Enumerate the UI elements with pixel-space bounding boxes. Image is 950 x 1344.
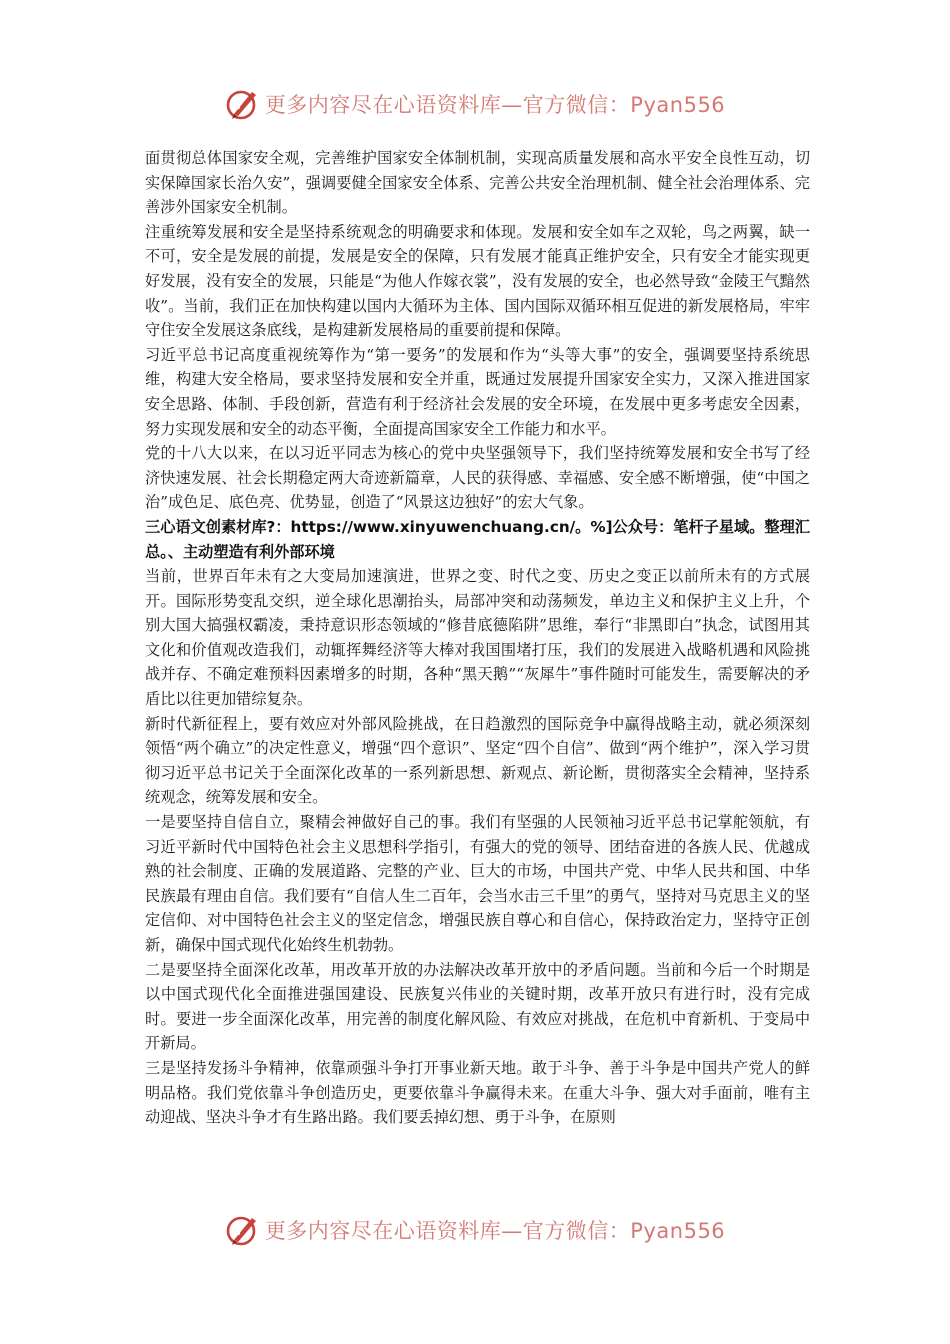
paragraph: 习近平总书记高度重视统筹作为“第一要务”的发展和作为“头等大事”的安全，强调要坚持系统思维，构建大安全格局，要求坚持发展和安全并重，既通过发展提升国家安全实力，又深入推进国家安全思路、体制、手段创新，营造有利于经济社会发展的安全环境，在发展中更多考虑安全因素，努力实现发展和安全的动态平衡，全面提高国家安全工作能力和水平。 [145,345,810,438]
paragraph: 注重统筹发展和安全是坚持系统观念的明确要求和体现。发展和安全如车之双轮，鸟之两翼，缺一不可，安全是发展的前提，发展是安全的保障，只有发展才能真正维护安全，只有安全才能实现更好发展，没有安全的发展，只能是“为他人作嫁衣裳”，没有发展的安全，也必然导致“金陵王气黯然收”。当前，我们正在加快构建以国内大循环为主体、国内国际双循环相互促进的新发展格局，牢牢守住安全发展这条底线，是构建新发展格局的重要前提和保障。 [145,222,810,340]
pen-logo-icon [225,86,261,122]
paragraph: 当前，世界百年未有之大变局加速演进，世界之变、时代之变、历史之变正以前所未有的方式展开。国际形势变乱交织，逆全球化思潮抬头，局部冲突和动荡频发，单边主义和保护主义上升，个别大国大搞强权霸凌，秉持意识形态领域的“修昔底德陷阱”思维，奉行“非黑即白”执念，试图用其文化和价值观改造我们，动辄挥舞经济等大棒对我国围堵打压，我们的发展进入战略机遇和风险挑战并存、不确定难预料因素增多的时期，各种“黑天鹅”“灰犀牛”事件随时可能发生，需要解决的矛盾比以往更加错综复杂。 [145,567,810,709]
paragraph: 党的十八大以来，在以习近平同志为核心的党中央坚强领导下，我们坚持统筹发展和安全书写了经济快速发展、社会长期稳定两大奇迹新篇章，人民的获得感、幸福感、安全感不断增强，使“中国之治”成色足、底色亮、优势显，创造了“风景这边独好”的宏大气象。 [145,444,810,512]
paragraph: 新时代新征程上，要有效应对外部风险挑战，在日趋激烈的国际竞争中赢得战略主动，就必须深刻领悟“两个确立”的决定性意义，增强“四个意识”、坚定“四个自信”、做到“两个维护”，深入学习贯彻习近平总书记关于全面深化改革的一系列新思想、新观点、新论断，贯彻落实全会精神，坚持系统观念，统筹发展和安全。 [145,714,810,807]
paragraph: 面贯彻总体国家安全观，完善维护国家安全体制机制，实现高质量发展和高水平安全良性互动，切实保障国家长治久安”，强调要健全国家安全体系、完善公共安全治理机制、健全社会治理体系、完善涉外国家安全机制。 [145,149,810,217]
header-banner-text: 更多内容尽在心语资料库—官方微信：Pyan556 [264,93,726,117]
footer-banner-text: 更多内容尽在心语资料库—官方微信：Pyan556 [264,1219,726,1243]
section-heading: 三心语文创素材库?：https://www.xinyuwenchuang.cn/。%]公众号：笔杆子星域。整理汇总。、主动塑造有利外部环境 [145,517,810,561]
footer-banner [0,1208,950,1252]
paragraph: 三是坚持发扬斗争精神，依靠顽强斗争打开事业新天地。敢于斗争、善于斗争是中国共产党人的鲜明品格。我们党依靠斗争创造历史，更要依靠斗争赢得未来。在重大斗争、强大对手面前，唯有主动迎战、坚决斗争才有生路出路。我们要丢掉幻想、勇于斗争，在原则 [145,1058,810,1127]
paragraph: 一是要坚持自信自立，聚精会神做好自己的事。我们有坚强的人民领袖习近平总书记掌舵领航，有习近平新时代中国特色社会主义思想科学指引，有强大的党的领导、团结奋进的各族人民、优越成熟的社会制度、正确的发展道路、完整的产业、巨大的市场，中国共产党、中华人民共和国、中华民族最有理由自信。我们要有“自信人生二百年，会当水击三千里”的勇气，坚持对马克思主义的坚定信仰、对中国特色社会主义的坚定信念，增强民族自尊心和自信心，保持政治定力，坚持守正创新，确保中国式现代化始终生机勃勃。 [145,813,810,954]
paragraph: 二是要坚持全面深化改革，用改革开放的办法解决改革开放中的矛盾问题。当前和今后一个时期是以中国式现代化全面推进强国建设、民族复兴伟业的关键时期，改革开放只有进行时，没有完成时。要进一步全面深化改革，用完善的制度化解风险、有效应对挑战，在危机中育新机、于变局中开新局。 [145,960,810,1053]
pen-logo-icon [225,1212,261,1248]
header-banner [0,82,950,126]
document-body [145,146,810,1130]
